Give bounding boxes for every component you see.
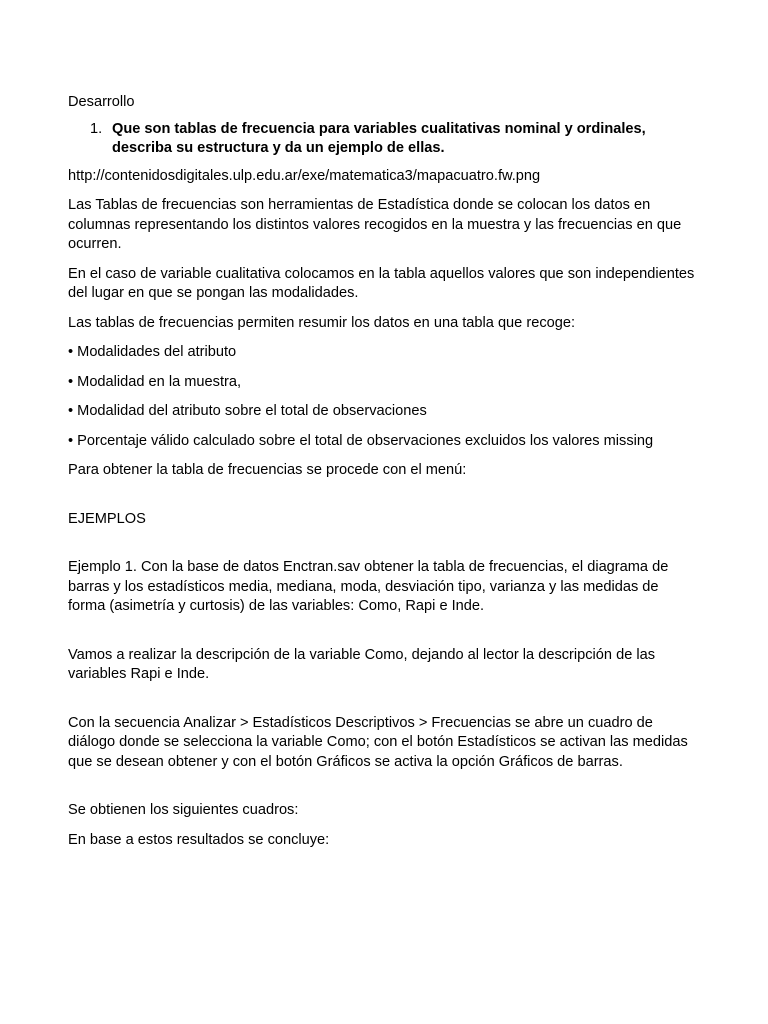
paragraph-tables: Se obtienen los siguientes cuadros: — [68, 802, 299, 818]
examples-heading: EJEMPLOS — [68, 510, 146, 527]
paragraph-variable-como: Vamos a realizar la descripción de la variable Como, dejando al lector la descripción de las variables Rapi e Inde. — [68, 646, 656, 682]
reference-url: http://contenidosdigitales.ulp.edu.ar/exe/matematica3/mapacuatro.fw.png — [68, 167, 541, 184]
paragraph-example-1: Ejemplo 1. Con la base de datos Enctran.sav obtener la tabla de frecuencias, el diagrama de barras y los estadísticos media, mediana, moda, desviación tipo, varianza y las medidas de forma (asimetría y curtosis) de las variables: Como, Rapi e Inde. — [68, 559, 669, 614]
bullet-item: • Porcentaje válido calculado sobre el total de observaciones excluidos los valores missing — [68, 432, 654, 449]
section-title: Desarrollo — [68, 94, 135, 110]
paragraph-summary: Las tablas de frecuencias permiten resumir los datos en una tabla que recoge: — [68, 314, 576, 331]
bullet-item: • Modalidad en la muestra, — [68, 373, 242, 390]
bullet-item: • Modalidades del atributo — [68, 344, 237, 360]
paragraph-qualitative: En el caso de variable cualitativa colocamos en la tabla aquellos valores que son independientes del lugar en que se pongan las modalidades. — [68, 265, 695, 301]
question-number: 1. — [90, 120, 103, 137]
question-text: Que son tablas de frecuencia para variables cualitativas nominal y ordinales, describa su estructura y da un ejemplo de ellas. — [112, 120, 646, 156]
document-page — [68, 93, 698, 860]
question-item — [68, 120, 698, 159]
paragraph-definition: Las Tablas de frecuencias son herramientas de Estadística donde se colocan los datos en columnas representando los distintos valores recogidos en la muestra y las frecuencias en que ocurren. — [68, 197, 682, 252]
paragraph-sequence: Con la secuencia Analizar > Estadísticos Descriptivos > Frecuencias se abre un cuadro de diálogo donde se selecciona la variable Como; con el botón Estadísticos se activan las medidas que se desean obtener y con el botón Gráficos se activa la opción Gráficos de barras. — [68, 714, 688, 770]
paragraph-menu: Para obtener la tabla de frecuencias se procede con el menú: — [68, 462, 467, 478]
paragraph-conclusion: En base a estos resultados se concluye: — [68, 831, 330, 848]
bullet-item: • Modalidad del atributo sobre el total de observaciones — [68, 403, 427, 419]
